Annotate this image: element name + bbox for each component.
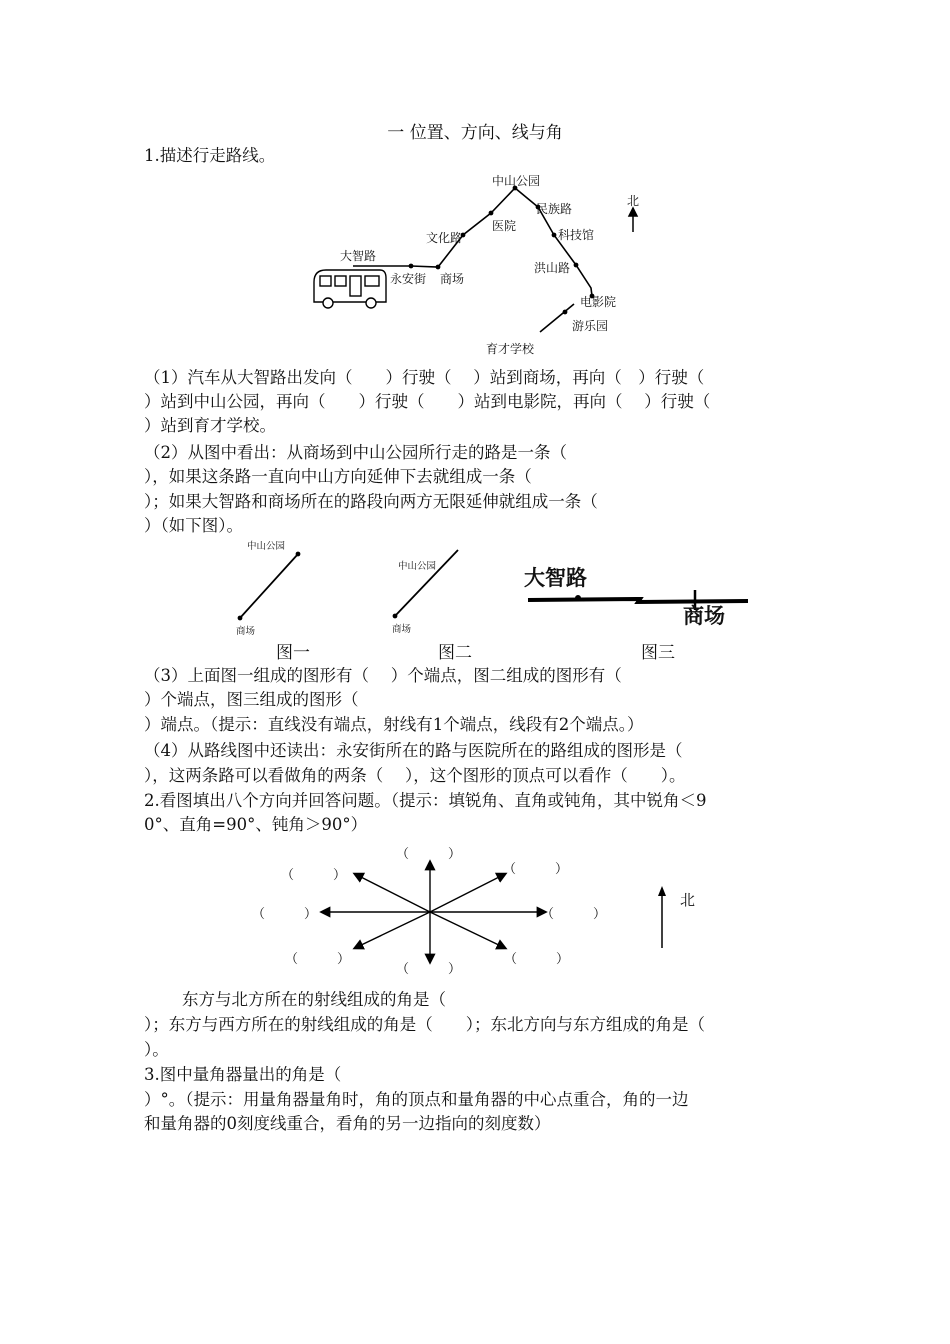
label-cinema: 电影院 bbox=[580, 295, 617, 309]
q2-answer-line3: ）。 bbox=[144, 1040, 169, 1059]
q1-p3-line3: ）端点。（提示：直线没有端点，射线有1个端点，线段有2个端点。） bbox=[144, 715, 644, 734]
blank-north: （ ） bbox=[396, 847, 462, 862]
label-yongan-street: 永安街 bbox=[390, 272, 427, 286]
caption-fig2: 图二 bbox=[438, 643, 472, 663]
blank-southwest: （ ） bbox=[285, 952, 351, 967]
q1-p2-line3: ）；如果大智路和商场所在的路段向两方无限延伸就组成一条（ bbox=[144, 492, 598, 511]
q2-answer-line2: ）；东方与西方所在的射线组成的角是（ ）；东北方向与东方组成的角是（ bbox=[144, 1015, 705, 1034]
label-hospital: 医院 bbox=[492, 219, 517, 233]
bus-icon bbox=[314, 270, 386, 308]
blank-south: （ ） bbox=[396, 962, 462, 977]
q1-p2-line2: ），如果这条路一直向中山方向延伸下去就组成一条（ bbox=[144, 467, 532, 486]
blank-east: （ ） bbox=[541, 907, 607, 922]
label-north: 北 bbox=[627, 194, 640, 208]
q1-p2-line4: ）（如下图）。 bbox=[144, 516, 243, 535]
page-title: 一 位置、方向、线与角 bbox=[387, 123, 563, 143]
blank-west: （ ） bbox=[252, 907, 318, 922]
fig3-left-label: 大智路 bbox=[524, 566, 587, 590]
q1-p1-line2: ）站到中山公园，再向（ ）行驶（ ）站到电影院，再向（ ）行驶（ bbox=[144, 392, 711, 411]
q1-p4-line2: ），这两条路可以看做角的两条（ ），这个图形的顶点可以看作（ ）。 bbox=[144, 766, 686, 785]
north-arrow-icon bbox=[652, 884, 672, 948]
label-wenhua-road: 文化路 bbox=[426, 231, 463, 245]
fig1-top-label: 中山公园 bbox=[247, 541, 286, 552]
q3-line3: 和量角器的0刻度线重合，看角的另一边指向的刻度数） bbox=[144, 1114, 551, 1133]
q2-heading-line2: 0°、直角=90°、钝角＞90°） bbox=[144, 815, 368, 834]
label-mall: 商场 bbox=[440, 272, 465, 286]
q2-answer-line1: 东方与北方所在的射线组成的角是（ bbox=[182, 990, 446, 1009]
blank-northwest: （ ） bbox=[281, 868, 347, 883]
blank-southeast: （ ） bbox=[504, 952, 570, 967]
fig2-bottom-label: 商场 bbox=[392, 624, 412, 635]
label-keji-guan: 科技馆 bbox=[558, 228, 595, 242]
q2-heading-line1: 2.看图填出八个方向并回答问题。（提示：填锐角、直角或钝角，其中锐角＜9 bbox=[144, 791, 707, 810]
fig2-top-label: 中山公园 bbox=[398, 561, 437, 572]
figure-segment bbox=[230, 548, 310, 628]
label-zhongshan-park: 中山公园 bbox=[492, 174, 541, 188]
q1-p3-line2: ）个端点，图三组成的图形（ bbox=[144, 690, 359, 709]
q1-heading: 1.描述行走路线。 bbox=[144, 146, 276, 165]
label-minzu-road: 民族路 bbox=[536, 202, 573, 216]
q1-p4-line1: （4）从路线图中还读出：永安街所在的路与医院所在的路组成的图形是（ bbox=[144, 741, 683, 760]
blank-northeast: （ ） bbox=[503, 862, 569, 877]
route-map bbox=[308, 160, 638, 370]
label-amusement-park: 游乐园 bbox=[572, 319, 609, 333]
label-yucai-school: 育才学校 bbox=[486, 342, 535, 356]
caption-fig3: 图三 bbox=[641, 643, 675, 663]
q1-p1-line3: ）站到育才学校。 bbox=[144, 416, 276, 435]
q1-p2-line1: （2）从图中看出：从商场到中山公园所行走的路是一条（ bbox=[144, 443, 567, 462]
label-dazhi-road: 大智路 bbox=[340, 249, 377, 263]
q3-line2: ）°。（提示：用量角器量角时，角的顶点和量角器的中心点重合，角的一边 bbox=[144, 1090, 689, 1109]
fig1-bottom-label: 商场 bbox=[236, 626, 256, 637]
caption-fig1: 图一 bbox=[276, 643, 310, 663]
q1-p3-line1: （3）上面图一组成的图形有（ ）个端点，图二组成的图形有（ bbox=[144, 666, 622, 685]
compass-north-label: 北 bbox=[680, 891, 696, 909]
q1-p1-line1: （1）汽车从大智路出发向（ ）行驶（ ）站到商场，再向（ ）行驶（ bbox=[144, 368, 705, 387]
q3-line1: 3.图中量角器量出的角是（ bbox=[144, 1065, 342, 1084]
fig3-right-label: 商场 bbox=[683, 604, 725, 628]
label-hongshan-road: 洪山路 bbox=[534, 261, 571, 275]
north-arrow-icon bbox=[629, 208, 637, 232]
